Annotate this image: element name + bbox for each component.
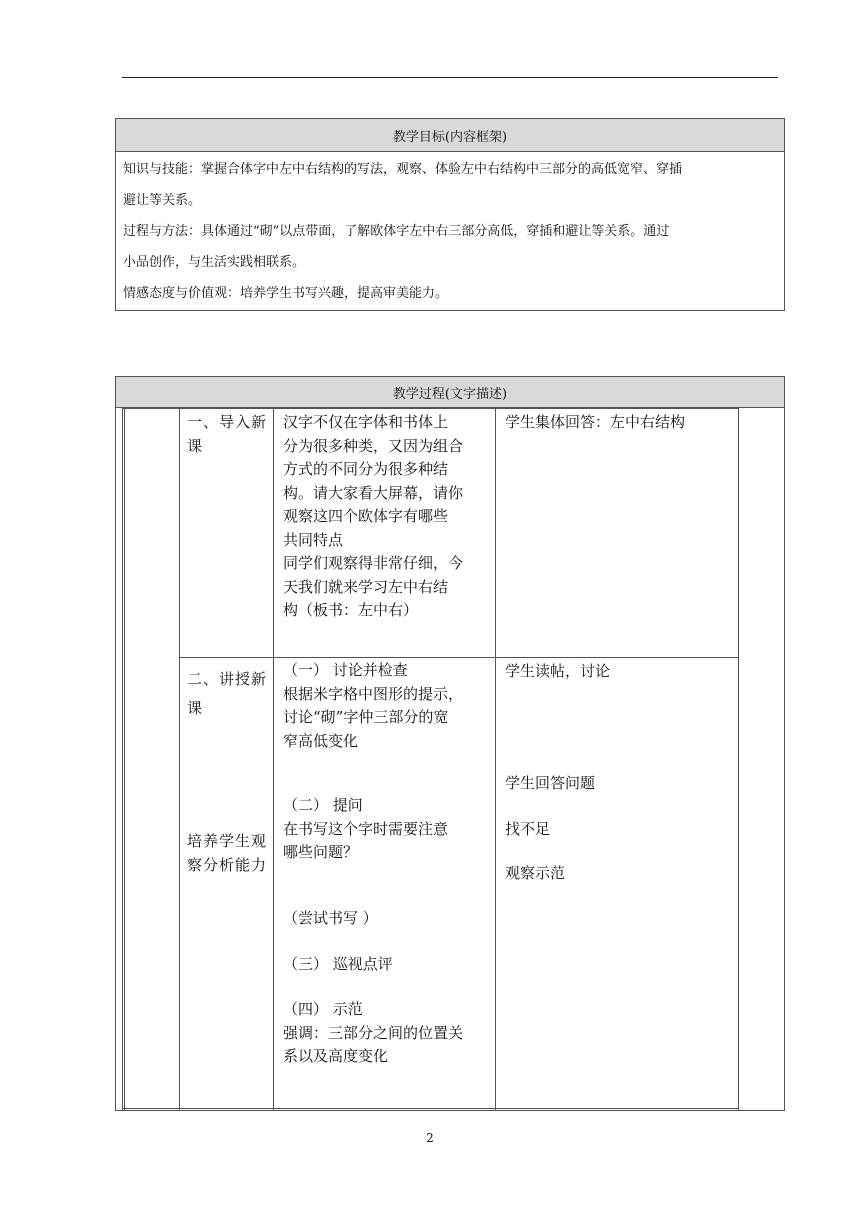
grid-line [122, 408, 739, 409]
grid-line [122, 408, 123, 1111]
step4-title: （四） 示范 [283, 1000, 363, 1018]
step1 [283, 659, 491, 753]
grid-line [179, 408, 180, 1111]
step2 [283, 794, 491, 865]
content-line: 构（板书：左中右） [283, 601, 419, 619]
goal-line: 过程与方法：具体通过“砌”以点带面，了解欧体字左中右三部分高低，穿插和避让等关系。通过 [123, 224, 670, 239]
step4-line: 系以及高度变化 [283, 1047, 389, 1065]
page-number: 2 [426, 1131, 434, 1145]
goals-body [116, 152, 784, 309]
content-line: 共同特点 [283, 530, 344, 549]
content-line: 分为很多种类，又因为组合 [283, 436, 464, 455]
step4-line: 强调：三部分之间的位置关 [283, 1023, 464, 1042]
grid-line [495, 408, 496, 1111]
student-answer: 学生回答问题 [505, 774, 596, 792]
intro-content [283, 411, 491, 623]
student-read: 学生读帖，讨论 [505, 662, 611, 680]
try-writing: （尝试书写 ） [283, 909, 378, 927]
goal-line: 情感态度与价值观：培养学生书写兴趣，提高审美能力。 [123, 286, 449, 301]
content-line: 汉字不仅在字体和书体上 [283, 413, 449, 431]
ability-goal: 培养学生观察分析能力 [187, 832, 268, 874]
goal-line: 小品创作，与生活实践相联系。 [123, 255, 306, 270]
step2-title: （二） 提问 [283, 796, 363, 814]
step3-title: （三） 巡视点评 [283, 955, 393, 973]
content-line: 方式的不同分为很多种结 [283, 460, 449, 478]
grid-line [122, 1108, 739, 1109]
goals-table-header: 教学目标(内容框架) [116, 119, 784, 152]
step1-line: 讨论“砌”字仲三部分的宽 [283, 708, 449, 726]
content-line: 天我们就来学习左中右结 [283, 577, 449, 596]
grid-line [273, 408, 274, 1111]
teaching-goals-table [115, 118, 785, 311]
process-table-header: 教学过程(文字描述) [116, 377, 784, 408]
step1-title: （一） 讨论并检查 [283, 661, 408, 679]
grid-line [179, 657, 739, 658]
goal-line: 避让等关系。 [123, 193, 202, 208]
step4 [283, 998, 491, 1069]
content-line: 观察这四个欧体字有哪些 [283, 507, 449, 525]
step1-line: 窄高低变化 [283, 731, 359, 750]
step2-line: 在书写这个字时需要注意 [283, 819, 449, 838]
grid-line [738, 408, 739, 1111]
student-find: 找不足 [505, 820, 551, 838]
step2-line: 哪些问题？ [283, 843, 359, 861]
goal-line: 知识与技能：掌握合体字中左中右结构的写法，观察、体验左中右结构中三部分的高低宽窄、穿插 [123, 162, 683, 177]
step1-line: 根据米字格中图形的提示， [283, 684, 464, 703]
grid-line [124, 408, 125, 1111]
phase-new-lesson: 二、讲授新课 [187, 670, 268, 717]
student-watch: 观察示范 [505, 864, 566, 882]
header-rule [122, 77, 778, 78]
intro-student-activity: 学生集体回答：左中右结构 [505, 413, 686, 431]
content-line: 同学们观察得非常仔细，今 [283, 554, 464, 572]
phase-intro: 一、导入新课 [187, 413, 268, 455]
content-line: 构。请大家看大屏幕，请你 [283, 483, 464, 502]
